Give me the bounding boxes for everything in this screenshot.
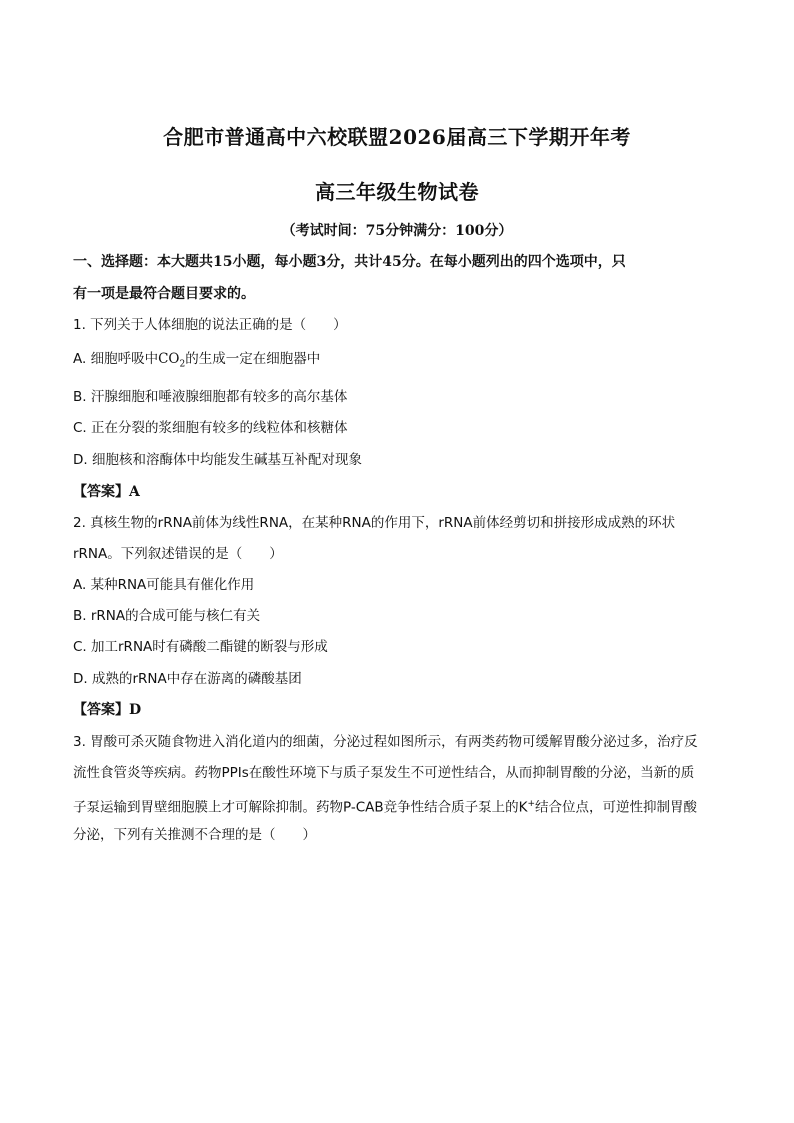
co2-formula-sub: 2 xyxy=(179,359,186,370)
exam-subtitle: 高三年级生物试卷 xyxy=(315,180,479,204)
question-3-stem-line2: 流性食管炎等疾病。药物PPIs在酸性环境下与质子泵发生不可逆性结合，从而抑制胃酸的分泌，当新的质 xyxy=(73,765,695,781)
section-heading-line2: 有一项是最符合题目要求的。 xyxy=(73,286,255,302)
question-2-option-d: D. 成熟的rRNA中存在游离的磷酸基团 xyxy=(73,671,302,687)
question-3-stem-line1: 3. 胃酸可杀灭随食物进入消化道内的细菌，分泌过程如图所示，有两类药物可缓解胃酸分泌过多，治疗反 xyxy=(73,734,698,750)
question-2-option-c: C. 加工rRNA时有磷酸二酯键的断裂与形成 xyxy=(73,639,328,655)
q3-line3-post: 结合位点，可逆性抑制胃酸 xyxy=(535,799,698,816)
question-2-answer: 【答案】D xyxy=(73,702,142,718)
exam-time-info: （考试时间：75分钟满分：100分） xyxy=(281,223,513,239)
question-1-option-a xyxy=(73,350,733,374)
question-2-stem-line1: 2. 真核生物的rRNA前体为线性RNA，在某种RNA的作用下，rRNA前体经剪切和拼接形成成熟的环状 xyxy=(73,515,676,531)
question-1-answer: 【答案】A xyxy=(73,484,140,500)
question-2-stem-line2: rRNA。下列叙述错误的是（ ） xyxy=(73,546,283,562)
question-1-option-d: D. 细胞核和溶酶体中均能发生碱基互补配对现象 xyxy=(73,452,362,468)
question-3-stem-line3 xyxy=(73,795,733,817)
q3-line3-pre: 子泵运输到胃壁细胞膜上才可解除抑制。药物P-CAB竞争性结合质子泵上的K xyxy=(73,799,528,816)
question-3-stem-line4: 分泌，下列有关推测不合理的是（ ） xyxy=(73,827,316,843)
co2-formula xyxy=(158,351,186,370)
co2-formula-main: CO xyxy=(158,351,180,367)
question-1-option-c: C. 正在分裂的浆细胞有较多的线粒体和核糖体 xyxy=(73,420,348,436)
option-a-text-pre: A. 细胞呼吸中 xyxy=(73,351,159,367)
question-2-option-b: B. rRNA的合成可能与核仁有关 xyxy=(73,608,261,624)
question-1-option-b: B. 汗腺细胞和唾液腺细胞都有较多的高尔基体 xyxy=(73,389,348,405)
exam-title: 合肥市普通高中六校联盟2026届高三下学期开年考 xyxy=(163,125,631,149)
question-1-stem: 1. 下列关于人体细胞的说法正确的是（ ） xyxy=(73,317,347,333)
question-2-option-a: A. 某种RNA可能具有催化作用 xyxy=(73,577,255,593)
section-heading-line1: 一、选择题：本大题共15小题，每小题3分，共计45分。在每小题列出的四个选项中，只 xyxy=(73,254,626,270)
q3-line3-sup: + xyxy=(527,799,536,809)
option-a-text-post: 的生成一定在细胞器中 xyxy=(185,351,321,367)
